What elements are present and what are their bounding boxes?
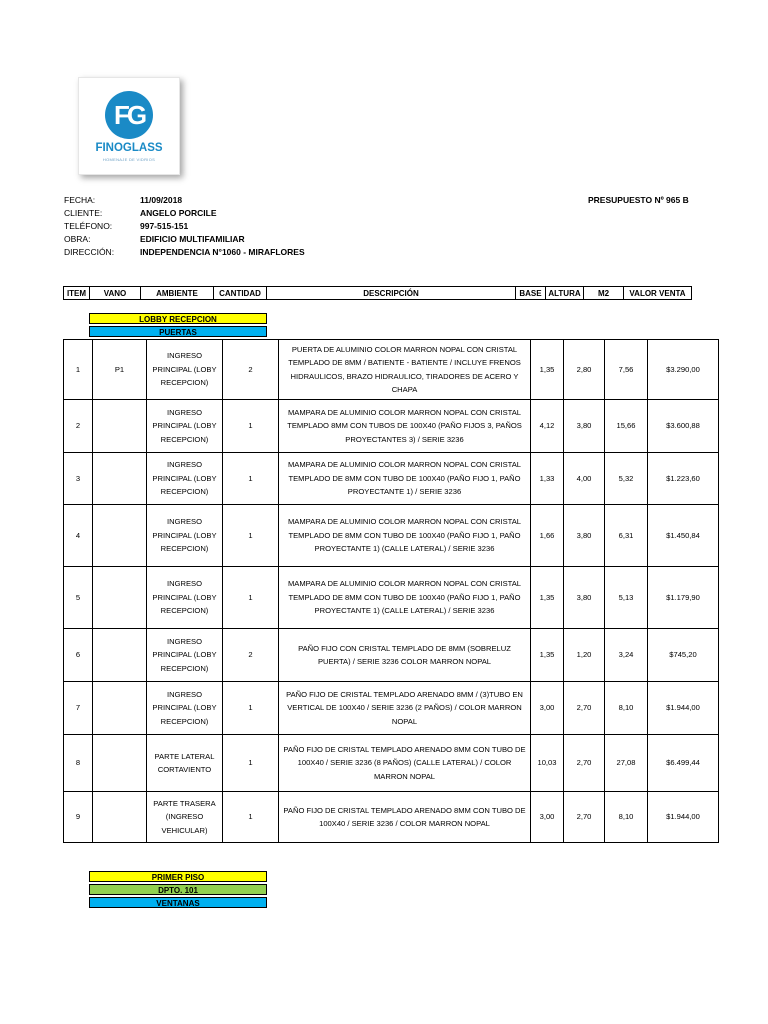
valor-cell: $1.179,90 (648, 567, 719, 629)
area-band: LOBBY RECEPCION (89, 313, 267, 324)
logo-letters: FG (113, 100, 145, 130)
company-logo (78, 77, 180, 175)
table-row (64, 505, 719, 567)
base-cell: 10,03 (531, 735, 564, 792)
base-cell: 3,00 (531, 792, 564, 843)
vano-cell (93, 400, 147, 453)
base-cell: 1,35 (531, 629, 564, 682)
valor-cell: $6.499,44 (648, 735, 719, 792)
address-label: DIRECCIÓN: (64, 247, 115, 257)
item-cell: 7 (64, 682, 93, 735)
phone-label: TELÉFONO: (64, 221, 113, 231)
altura-cell: 2,70 (564, 792, 605, 843)
items-table (63, 339, 719, 843)
table-row (64, 682, 719, 735)
base-cell: 1,33 (531, 453, 564, 505)
date-label: FECHA: (64, 195, 96, 205)
col-m2: M2 (584, 287, 624, 300)
col-base: BASE (516, 287, 546, 300)
table-row (64, 400, 719, 453)
m2-cell: 6,31 (605, 505, 648, 567)
client-label: CLIENTE: (64, 208, 103, 218)
item-cell: 9 (64, 792, 93, 843)
descripcion-cell: PAÑO FIJO DE CRISTAL TEMPLADO ARENADO 8MM CON TUBO DE 100X40 / SERIE 3236 (8 PAÑOS) (CALLE LATERAL) / COLOR MARRON NOPAL (279, 735, 531, 792)
descripcion-cell: PAÑO FIJO DE CRISTAL TEMPLADO ARENADO 8MM CON TUBO DE 100X40 / SERIE 3236 / COLOR MARRON NOPAL (279, 792, 531, 843)
m2-cell: 27,08 (605, 735, 648, 792)
project-label: OBRA: (64, 234, 91, 244)
header-row (64, 287, 692, 300)
ambiente-cell: INGRESO PRINCIPAL (LOBY RECEPCION) (147, 505, 223, 567)
valor-cell: $3.600,88 (648, 400, 719, 453)
ambiente-cell: PARTE LATERAL CORTAVIENTO (147, 735, 223, 792)
m2-cell: 5,32 (605, 453, 648, 505)
ambiente-cell: INGRESO PRINCIPAL (LOBY RECEPCION) (147, 629, 223, 682)
table-row (64, 735, 719, 792)
unit-band: DPTO. 101 (89, 884, 267, 895)
cantidad-cell: 1 (223, 735, 279, 792)
base-cell: 1,35 (531, 340, 564, 400)
valor-cell: $1.450,84 (648, 505, 719, 567)
logo-tagline: HOMENAJE DE VIDRIOS (102, 157, 156, 162)
col-altura: ALTURA (546, 287, 584, 300)
base-cell: 1,35 (531, 567, 564, 629)
base-cell: 4,12 (531, 400, 564, 453)
col-cantidad: CANTIDAD (214, 287, 267, 300)
column-header-table (63, 286, 692, 300)
descripcion-cell: MAMPARA DE ALUMINIO COLOR MARRON NOPAL CON CRISTAL TEMPLADO 8MM CON TUBOS DE 100X40 (PAÑO FIJOS 3, PAÑOS PROYECTANTES 3) / SERIE 3236 (279, 400, 531, 453)
cantidad-cell: 2 (223, 629, 279, 682)
ambiente-cell: INGRESO PRINCIPAL (LOBY RECEPCION) (147, 567, 223, 629)
descripcion-cell: PUERTA DE ALUMINIO COLOR MARRON NOPAL CON CRISTAL TEMPLADO DE 8MM / BATIENTE - BATIENTE / INCLUYE FRENOS HIDRAULICOS, BRAZO HIDRAULICO, TIRADORES DE ACERO Y CHAPA (279, 340, 531, 400)
table-row (64, 340, 719, 400)
m2-cell: 7,56 (605, 340, 648, 400)
col-item: ITEM (64, 287, 90, 300)
vano-cell (93, 453, 147, 505)
m2-cell: 15,66 (605, 400, 648, 453)
item-cell: 8 (64, 735, 93, 792)
client-value: ANGELO PORCILE (140, 208, 217, 218)
altura-cell: 2,80 (564, 340, 605, 400)
m2-cell: 5,13 (605, 567, 648, 629)
logo-emblem (105, 91, 153, 139)
altura-cell: 1,20 (564, 629, 605, 682)
item-cell: 1 (64, 340, 93, 400)
category-band: PUERTAS (89, 326, 267, 337)
vano-cell (93, 505, 147, 567)
table-row (64, 567, 719, 629)
col-descripcion: DESCRIPCIÓN (267, 287, 516, 300)
cantidad-cell: 1 (223, 567, 279, 629)
ambiente-cell: INGRESO PRINCIPAL (LOBY RECEPCION) (147, 340, 223, 400)
vano-cell (93, 792, 147, 843)
quote-number: PRESUPUESTO Nº 965 B (588, 195, 689, 205)
vano-cell (93, 567, 147, 629)
ambiente-cell: PARTE TRASERA (INGRESO VEHICULAR) (147, 792, 223, 843)
valor-cell: $745,20 (648, 629, 719, 682)
table-row (64, 453, 719, 505)
altura-cell: 2,70 (564, 682, 605, 735)
col-vano: VANO (90, 287, 141, 300)
col-ambiente: AMBIENTE (141, 287, 214, 300)
item-cell: 2 (64, 400, 93, 453)
vano-cell (93, 629, 147, 682)
altura-cell: 2,70 (564, 735, 605, 792)
item-cell: 4 (64, 505, 93, 567)
address-value: INDEPENDENCIA N°1060 - MIRAFLORES (140, 247, 305, 257)
altura-cell: 3,80 (564, 505, 605, 567)
table-row (64, 629, 719, 682)
table-row (64, 792, 719, 843)
m2-cell: 8,10 (605, 792, 648, 843)
date-value: 11/09/2018 (140, 195, 183, 205)
phone-value: 997-515-151 (140, 221, 189, 231)
ambiente-cell: INGRESO PRINCIPAL (LOBY RECEPCION) (147, 453, 223, 505)
vano-cell: P1 (93, 340, 147, 400)
cantidad-cell: 1 (223, 505, 279, 567)
m2-cell: 8,10 (605, 682, 648, 735)
cantidad-cell: 1 (223, 400, 279, 453)
valor-cell: $3.290,00 (648, 340, 719, 400)
descripcion-cell: MAMPARA DE ALUMINIO COLOR MARRON NOPAL CON CRISTAL TEMPLADO DE 8MM CON TUBO DE 100X40 (PAÑO FIJO 1, PAÑO PROYECTANTE 1) / SERIE 3236 (279, 453, 531, 505)
base-cell: 3,00 (531, 682, 564, 735)
cantidad-cell: 1 (223, 453, 279, 505)
descripcion-cell: PAÑO FIJO CON CRISTAL TEMPLADO DE 8MM (SOBRELUZ PUERTA) / SERIE 3236 COLOR MARRON NOPAL (279, 629, 531, 682)
col-valor: VALOR VENTA (624, 287, 692, 300)
valor-cell: $1.944,00 (648, 792, 719, 843)
descripcion-cell: PAÑO FIJO DE CRISTAL TEMPLADO ARENADO 8MM / (3)TUBO EN VERTICAL DE 100X40 / SERIE 3236 (2 PAÑOS) / COLOR MARRON NOPAL (279, 682, 531, 735)
project-value: EDIFICIO MULTIFAMILIAR (140, 234, 245, 244)
ambiente-cell: INGRESO PRINCIPAL (LOBY RECEPCION) (147, 400, 223, 453)
descripcion-cell: MAMPARA DE ALUMINIO COLOR MARRON NOPAL CON CRISTAL TEMPLADO DE 8MM CON TUBO DE 100X40 (PAÑO FIJO 1, PAÑO PROYECTANTE 1) (CALLE LATERAL) / SERIE 3236 (279, 567, 531, 629)
category-band-2: VENTANAS (89, 897, 267, 908)
item-cell: 5 (64, 567, 93, 629)
base-cell: 1,66 (531, 505, 564, 567)
vano-cell (93, 735, 147, 792)
cantidad-cell: 1 (223, 682, 279, 735)
vano-cell (93, 682, 147, 735)
descripcion-cell: MAMPARA DE ALUMINIO COLOR MARRON NOPAL CON CRISTAL TEMPLADO DE 8MM CON TUBO DE 100X40 (PAÑO FIJO 1, PAÑO PROYECTANTE 1) (CALLE LATERAL) / SERIE 3236 (279, 505, 531, 567)
valor-cell: $1.223,60 (648, 453, 719, 505)
ambiente-cell: INGRESO PRINCIPAL (LOBY RECEPCION) (147, 682, 223, 735)
altura-cell: 3,80 (564, 400, 605, 453)
cantidad-cell: 2 (223, 340, 279, 400)
m2-cell: 3,24 (605, 629, 648, 682)
item-cell: 6 (64, 629, 93, 682)
cantidad-cell: 1 (223, 792, 279, 843)
valor-cell: $1.944,00 (648, 682, 719, 735)
floor-band: PRIMER PISO (89, 871, 267, 882)
altura-cell: 3,80 (564, 567, 605, 629)
altura-cell: 4,00 (564, 453, 605, 505)
logo-name: FINOGLASS (95, 142, 163, 154)
item-cell: 3 (64, 453, 93, 505)
